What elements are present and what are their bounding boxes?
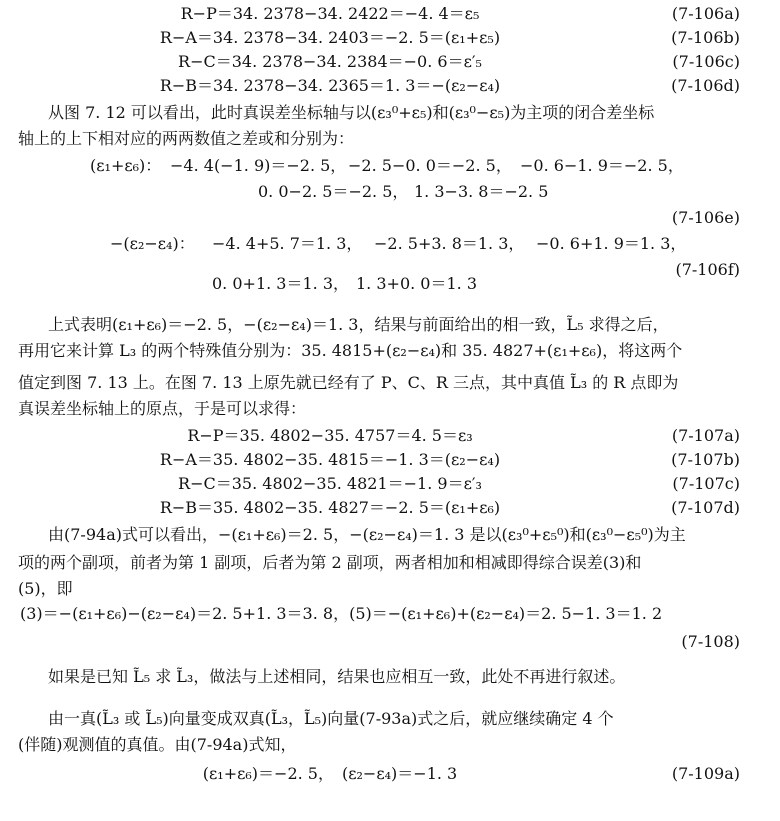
equation-tag: (7-106a) [671, 4, 740, 23]
block-term: 1. 3−3. 8＝−2. 5 [414, 182, 549, 201]
equation-7-106b [0, 26, 780, 50]
equation-7-106e-line2 [0, 180, 780, 204]
equation-tag: (7-109a) [671, 764, 740, 783]
equation-7-108 [0, 602, 780, 626]
equation-text: R−P＝35. 4802−35. 4757＝4. 5＝ε₃ [187, 426, 473, 445]
equation-7-107c [0, 472, 780, 496]
paragraph-line: 再用它来计算 L₃ 的两个特殊值分别为：35. 4815+(ε₂−ε₄)和 35. 4827+(ε₁+ε₆)，将这两个 [18, 341, 683, 360]
equation-7-106c [0, 50, 780, 74]
equation-7-107a [0, 424, 780, 448]
equation-tag: (7-107d) [671, 498, 740, 517]
equation-7-106e-tag [0, 206, 780, 230]
paragraph-line: (5)，即 [18, 579, 73, 598]
equation-7-107d [0, 496, 780, 520]
equation-7-106f-line1 [0, 232, 780, 256]
equation-tag: (7-107a) [671, 426, 740, 445]
paragraph-line: 上式表明(ε₁+ε₆)＝−2. 5，−(ε₂−ε₄)＝1. 3，结果与前面给出的相一致，L̃₅ 求得之后， [48, 315, 669, 334]
equation-tag: (7-107c) [672, 474, 740, 493]
equation-7-106e-line1 [0, 154, 780, 178]
equation-7-109a [0, 762, 780, 786]
equation-tag: (7-106b) [671, 28, 740, 47]
equation-text: R−A＝35. 4802−35. 4815＝−1. 3＝(ε₂−ε₄) [159, 450, 501, 469]
paragraph-line: 由(7-94a)式可以看出，−(ε₁+ε₆)＝2. 5，−(ε₂−ε₄)＝1. 3 是以(ε₃⁰+ε₅⁰)和(ε₃⁰−ε₅⁰)为主 [48, 525, 686, 544]
paragraph-line: 项的两个副项，前者为第 1 副项，后者为第 2 副项，两者相加和相减即得综合误差(3)和 [18, 553, 642, 572]
block-term: −2. 5−0. 0＝−2. 5， [348, 156, 512, 175]
paragraph-line: 值定到图 7. 13 上。在图 7. 13 上原先就已经有了 P、C、R 三点，其中真值 L̃₃ 的 R 点即为 [18, 373, 679, 392]
block-term: 0. 0+1. 3＝1. 3， [212, 274, 350, 293]
equation-text: R−A＝34. 2378−34. 2403＝−2. 5＝(ε₁+ε₅) [159, 28, 501, 47]
paragraph-line: (伴随)观测值的真值。由(7-94a)式知， [18, 735, 297, 754]
equation-text: R−C＝34. 2378−34. 2384＝−0. 6＝ε′₅ [178, 52, 482, 71]
equation-text: R−C＝35. 4802−35. 4821＝−1. 9＝ε′₃ [178, 474, 482, 493]
equation-7-106d [0, 74, 780, 98]
paragraph-line: 轴上的上下相对应的两两数值之差或和分别为： [18, 129, 355, 148]
block-label: −(ε₂−ε₄)： [110, 234, 195, 253]
equation-7-107b [0, 448, 780, 472]
paragraph-line: 从图 7. 12 可以看出，此时真误差坐标轴与以(ε₃⁰+ε₅)和(ε₃⁰−ε₅)为主项的闭合差坐标 [48, 103, 655, 122]
block-term: 1. 3+0. 0＝1. 3 [356, 274, 478, 293]
equation-text: (ε₁+ε₆)＝−2. 5， (ε₂−ε₄)＝−1. 3 [202, 764, 458, 783]
equation-7-106f-line2 [0, 272, 780, 296]
equation-text: R−B＝35. 4802−35. 4827＝−2. 5＝(ε₁+ε₆) [159, 498, 501, 517]
paragraph-line: 如果是已知 L̃₅ 求 L̃₃，做法与上述相同，结果也应相互一致，此处不再进行叙述。 [48, 667, 626, 686]
equation-text: R−B＝34. 2378−34. 2365＝1. 3＝−(ε₂−ε₄) [159, 76, 501, 95]
equation-tag: (7-106e) [671, 208, 740, 227]
equation-text: (3)＝−(ε₁+ε₆)−(ε₂−ε₄)＝2. 5+1. 3＝3. 8，(5)＝−(ε₁+ε₆)+(ε₂−ε₄)＝2. 5−1. 3＝1. 2 [20, 604, 663, 623]
block-term: −4. 4(−1. 9)＝−2. 5， [170, 156, 347, 175]
paragraph-line: 由一真(L̃₃ 或 L̃₅)向量变成双真(L̃₃，L̃₅)向量(7-93a)式之后，就应继续确定 4 个 [48, 709, 614, 728]
block-term: −4. 4+5. 7＝1. 3， [212, 234, 363, 253]
equation-tag: (7-108) [681, 632, 740, 651]
equation-tag: (7-107b) [671, 450, 740, 469]
paragraph-line: 真误差坐标轴上的原点，于是可以求得： [18, 399, 307, 418]
equation-tag: (7-106f) [675, 260, 740, 279]
equation-7-108-tag-line [0, 630, 780, 654]
block-term: −2. 5+3. 8＝1. 3， [374, 234, 525, 253]
block-term: 0. 0−2. 5＝−2. 5， [258, 182, 409, 201]
equation-text: R−P＝34. 2378−34. 2422＝−4. 4＝ε₅ [180, 4, 480, 23]
equation-7-106a [0, 2, 780, 26]
block-label: (ε₁+ε₆)： [90, 156, 162, 175]
equation-tag: (7-106c) [672, 52, 740, 71]
equation-tag: (7-106d) [671, 76, 740, 95]
block-term: −0. 6−1. 9＝−2. 5， [520, 156, 684, 175]
block-term: −0. 6+1. 9＝1. 3， [536, 234, 687, 253]
